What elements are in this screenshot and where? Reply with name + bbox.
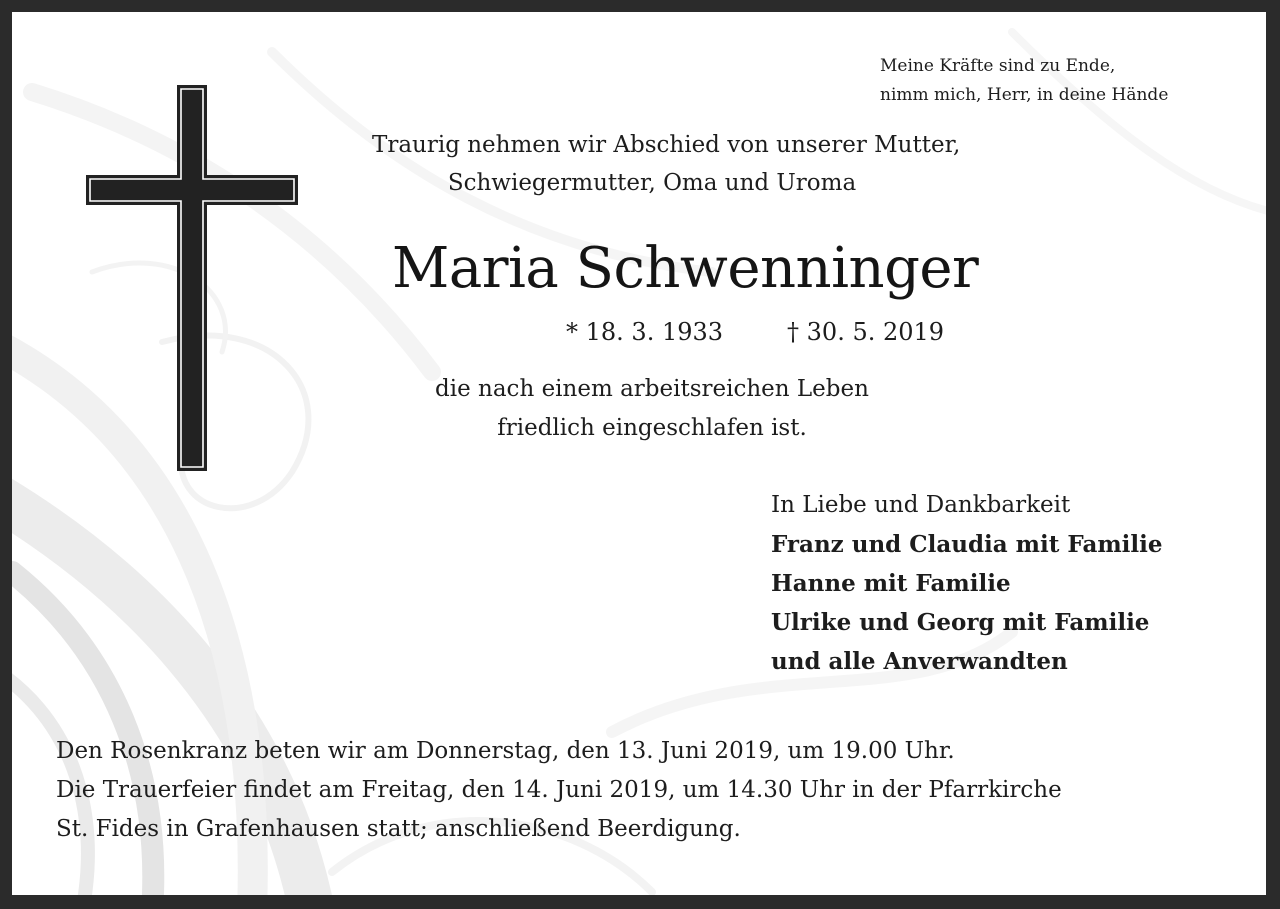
life-dates xyxy=(566,314,944,350)
death-date: † 30. 5. 2019 xyxy=(787,318,945,346)
motto-line: nimm mich, Herr, in deine Hände xyxy=(880,85,1169,105)
deceased-name: Maria Schwenninger xyxy=(392,236,979,301)
mourners-intro: In Liebe und Dankbarkeit xyxy=(771,492,1071,518)
intro-text xyxy=(372,126,961,202)
life-text xyxy=(432,370,872,448)
life-text-line: friedlich eingeschlafen ist. xyxy=(497,415,807,441)
obituary-notice xyxy=(12,12,1266,895)
birth-date: * 18. 3. 1933 xyxy=(566,318,724,346)
service-line: Die Trauerfeier findet am Freitag, den 14. Juni 2019, um 14.30 Uhr in der Pfarrkirche xyxy=(56,777,1062,803)
service-line: St. Fides in Grafenhausen statt; anschließend Beerdigung. xyxy=(56,816,741,842)
cross-icon xyxy=(86,85,298,471)
service-details xyxy=(56,732,1062,849)
mourner-entry: und alle Anverwandten xyxy=(771,648,1068,675)
mourner-entry: Franz und Claudia mit Familie xyxy=(771,531,1163,558)
service-line: Den Rosenkranz beten wir am Donnerstag, den 13. Juni 2019, um 19.00 Uhr. xyxy=(56,738,955,764)
intro-line: Schwiegermutter, Oma und Uroma xyxy=(447,170,857,196)
mourners-list xyxy=(771,486,1163,681)
mourner-entry: Ulrike und Georg mit Familie xyxy=(771,609,1150,636)
life-text-line: die nach einem arbeitsreichen Leben xyxy=(435,376,869,402)
mourner-entry: Hanne mit Familie xyxy=(771,570,1011,597)
motto-line: Meine Kräfte sind zu Ende, xyxy=(880,56,1116,76)
motto-verse xyxy=(880,52,1168,110)
intro-line: Traurig nehmen wir Abschied von unserer Mutter, xyxy=(372,132,961,158)
